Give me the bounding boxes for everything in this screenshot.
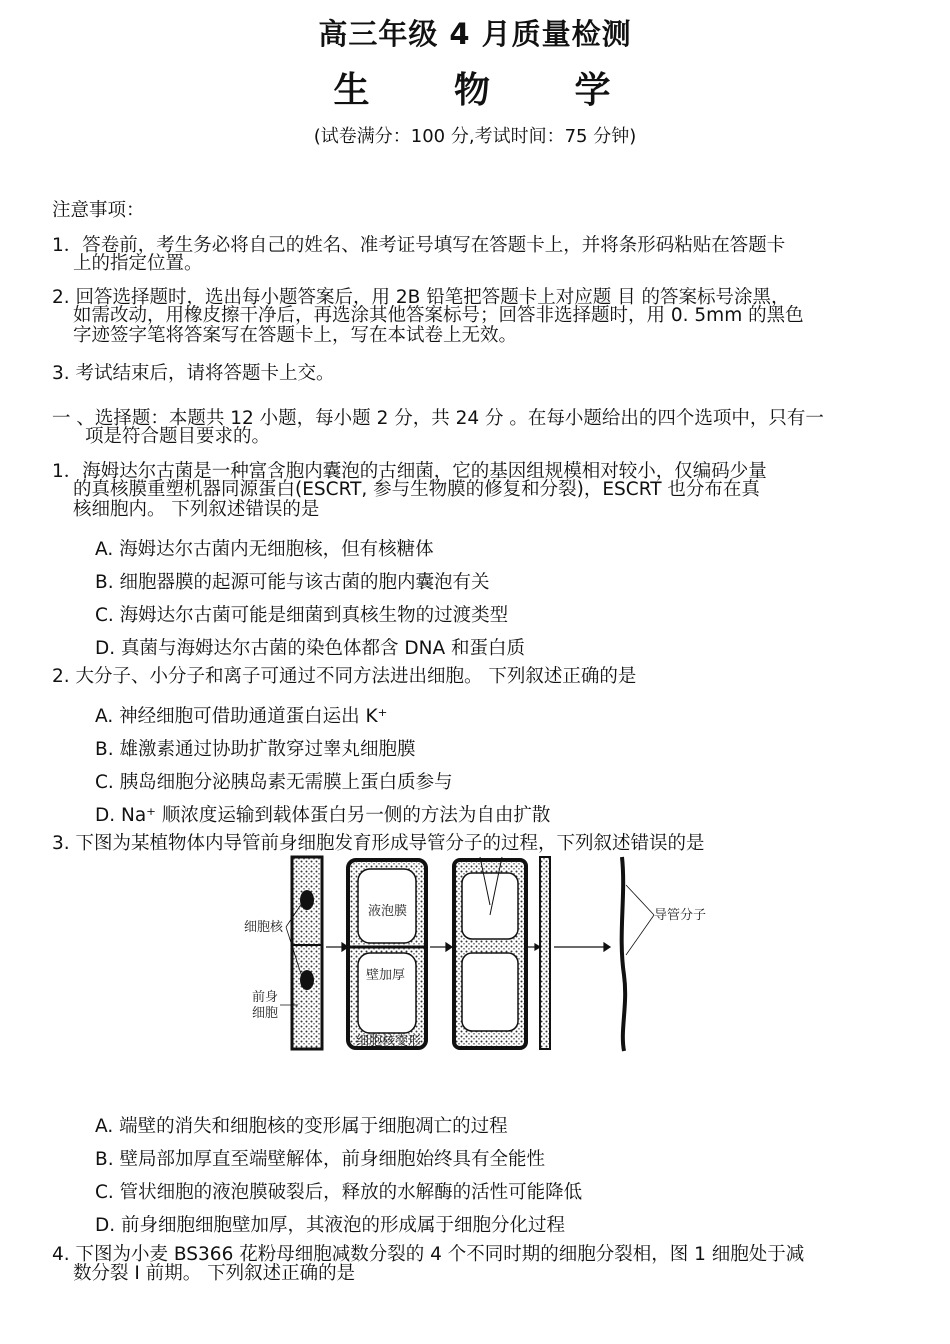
q2-option-c: C. 胰岛细胞分泌胰岛素无需膜上蛋白质参与	[95, 772, 453, 793]
q2-option-d: D. Na⁺ 顺浓度运输到载体蛋白另一侧的方法为自由扩散	[95, 805, 551, 826]
label-precursor-line-2: 细胞	[252, 1006, 279, 1021]
vessel-development-figure	[240, 855, 710, 1055]
q1-option-d: D. 真菌与海姆达尔古菌的染色体都含 DNA 和蛋白质	[95, 638, 526, 659]
label-nucleus-deformation: 细胞核变形	[356, 1034, 422, 1049]
q3-option-d: D. 前身细胞细胞壁加厚，其液泡的形成属于细胞分化过程	[95, 1215, 566, 1236]
q3-stem: 3. 下图为某植物体内导管前身细胞发育形成导管分子的过程，下列叙述错误的是	[52, 833, 705, 854]
label-vessel-element: 导管分子	[654, 908, 707, 923]
q3-option-b: B. 壁局部加厚直至端壁解体，前身细胞始终具有全能性	[95, 1149, 545, 1170]
note-1-line-1: 1．答卷前，考生务必将自己的姓名、准考证号填写在答题卡上，并将条形码粘贴在答题卡	[52, 235, 786, 256]
nucleus-2	[300, 970, 314, 990]
vacuolate-cells-stage	[348, 860, 426, 1048]
q4-stem-line-1: 4. 下图为小麦 BS366 花粉母细胞减数分裂的 4 个不同时期的细胞分裂相，图 1 细胞处于减	[52, 1244, 805, 1265]
q3-option-c: C. 管状细胞的液泡膜破裂后，释放的水解酶的活性可能降低	[95, 1182, 583, 1203]
label-wall-thickening: 壁加厚	[366, 968, 406, 983]
label-nucleus: 细胞核	[244, 920, 284, 935]
q1-stem-line-1: 1．海姆达尔古菌是一种富含胞内囊泡的古细菌，它的基因组规模相对较小，仅编码少量	[52, 461, 767, 482]
precursor-cells-stage	[292, 857, 322, 1049]
q2-option-b: B. 雄激素通过协助扩散穿过睾丸细胞膜	[95, 739, 416, 760]
note-2-line-1: 2. 回答选择题时，选出每小题答案后，用 2B 铅笔把答题卡上对应题 目 的答案标号涂黑，	[52, 287, 790, 308]
section-1-line-1: 一 、选择题：本题共 12 小题，每小题 2 分，共 24 分 。在每小题给出的四个选项中，只有一	[52, 408, 824, 429]
wall-remnant-stage	[540, 857, 550, 1049]
vessel-element-stage	[622, 857, 625, 1051]
q1-option-a: A. 海姆达尔古菌内无细胞核，但有核糖体	[95, 539, 434, 560]
note-2-line-2: 如需改动，用橡皮擦干净后，再选涂其他答案标号；回答非选择题时，用 0. 5mm 的黑色	[73, 305, 804, 326]
notes-heading: 注意事项：	[52, 200, 145, 221]
subject-title: 生 物 学	[333, 70, 647, 111]
q1-option-b: B. 细胞器膜的起源可能与该古菌的胞内囊泡有关	[95, 572, 490, 593]
thickened-cells-stage	[454, 857, 526, 1048]
note-1-line-2: 上的指定位置。	[73, 253, 203, 274]
nucleus-1	[300, 890, 314, 910]
exam-info: (试卷满分：100 分,考试时间：75 分钟)	[313, 126, 637, 147]
q3-option-a: A. 端壁的消失和细胞核的变形属于细胞凋亡的过程	[95, 1116, 508, 1137]
q2-option-a: A. 神经细胞可借助通道蛋白运出 K⁺	[95, 706, 388, 727]
q1-stem-line-3: 核细胞内。 下列叙述错误的是	[73, 499, 320, 520]
note-2-line-3: 字迹签字笔将答案写在答题卡上，写在本试卷上无效。	[73, 325, 518, 346]
exam-title: 高三年级 4 月质量检测	[318, 17, 632, 51]
q2-stem: 2. 大分子、小分子和离子可通过不同方法进出细胞。 下列叙述正确的是	[52, 666, 637, 687]
note-3-line-1: 3. 考试结束后，请将答题卡上交。	[52, 363, 335, 384]
q1-option-c: C. 海姆达尔古菌可能是细菌到真核生物的过渡类型	[95, 605, 509, 626]
q4-stem-line-2: 数分裂 Ⅰ 前期。 下列叙述正确的是	[73, 1263, 356, 1284]
q1-stem-line-2: 的真核膜重塑机器同源蛋白(ESCRT, 参与生物膜的修复和分裂)，ESCRT 也分布在真	[73, 479, 760, 500]
label-precursor-line-1: 前身	[252, 990, 279, 1005]
section-1-line-2: 项是符合题目要求的。	[85, 426, 271, 447]
label-vacuole-membrane: 液泡膜	[368, 904, 408, 919]
